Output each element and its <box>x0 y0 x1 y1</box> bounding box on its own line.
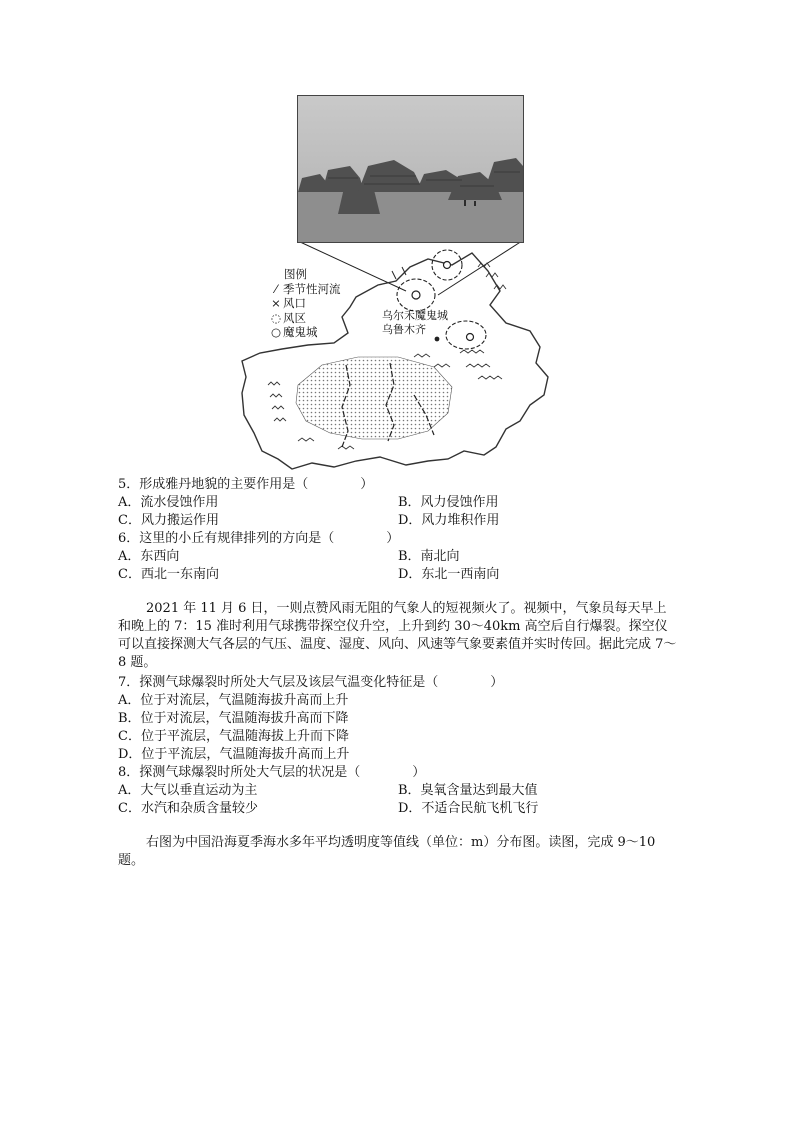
q5-option-a[interactable]: A．流水侵蚀作用 <box>118 495 219 510</box>
yardang-figure <box>238 95 558 475</box>
wind-zone-icon: ◌ <box>270 310 282 325</box>
legend-item-river: ⁄ 季节性河流 <box>270 282 341 297</box>
q8-option-d[interactable]: D．不适合民航飞机飞行 <box>398 801 539 816</box>
urumqi-marker <box>435 337 440 342</box>
seasonal-river-icon: ⁄ <box>275 281 277 296</box>
legend-item-ghost-city: ○ 魔鬼城 <box>270 325 318 339</box>
legend-item-wind-gap: × 风口 <box>271 296 306 310</box>
q7-option-d[interactable]: D．位于平流层，气温随海拔升高而上升 <box>118 747 350 762</box>
q5-option-c[interactable]: C．风力搬运作用 <box>118 513 219 528</box>
q6-option-d[interactable]: D．东北一西南向 <box>398 567 500 582</box>
q8-option-a[interactable]: A．大气以垂直运动为主 <box>118 783 258 798</box>
yardang-photo <box>297 95 524 243</box>
q5-option-d[interactable]: D．风力堆积作用 <box>398 513 500 528</box>
label-urumqi: 乌鲁木齐 <box>382 323 426 336</box>
q6-option-a[interactable]: A．东西向 <box>118 549 180 564</box>
q6-option-c[interactable]: C．西北一东南向 <box>118 567 219 582</box>
q7-option-c[interactable]: C．位于平流层，气温随海拔上升而下降 <box>118 729 349 744</box>
question-7: 7．探测气球爆裂时所处大气层及该层气温变化特征是（ ） <box>118 675 504 690</box>
desert-area <box>296 357 452 439</box>
legend-item-wind-zone: ◌ 风区 <box>270 310 306 325</box>
question-8: 8．探测气球爆裂时所处大气层的状况是（ ） <box>118 765 426 780</box>
label-urho-ghost-city: 乌尔禾魔鬼城 <box>382 309 448 322</box>
question-6: 6．这里的小丘有规律排列的方向是（ ） <box>118 531 400 546</box>
q8-option-b[interactable]: B．臭氧含量达到最大值 <box>398 783 538 798</box>
ghost-city-icon: ○ <box>270 325 282 339</box>
legend-title: 图例 <box>284 267 307 281</box>
q5-option-b[interactable]: B．风力侵蚀作用 <box>398 495 499 510</box>
q8-option-c[interactable]: C．水汽和杂质含量较少 <box>118 801 258 816</box>
q7-option-a[interactable]: A．位于对流层，气温随海拔升高而上升 <box>118 693 349 708</box>
q6-option-b[interactable]: B．南北向 <box>398 549 460 564</box>
passage-balloon: 2021 年 11 月 6 日，一则点赞风雨无阻的气象人的短视频火了。视频中，气象员每天早上和晚上的 7：15 准时利用气球携带探空仪升空，上升到约 30～40km 高空后自行爆裂。探空仪可以直接探测大气各层的气压、温度、湿度、风向、风速等气象要素值并实时传回。据此完成 7～8 题。 <box>118 601 677 670</box>
wind-gap-icon: × <box>271 296 281 310</box>
q7-option-b[interactable]: B．位于对流层，气温随海拔升高而下降 <box>118 711 349 726</box>
map-legend <box>270 267 341 340</box>
question-5: 5．形成雅丹地貌的主要作用是（ ） <box>118 477 374 492</box>
passage-sea-transparency: 右图为中国沿海夏季海水多年平均透明度等值线（单位：m）分布图。读图，完成 9～10 题。 <box>118 835 656 868</box>
